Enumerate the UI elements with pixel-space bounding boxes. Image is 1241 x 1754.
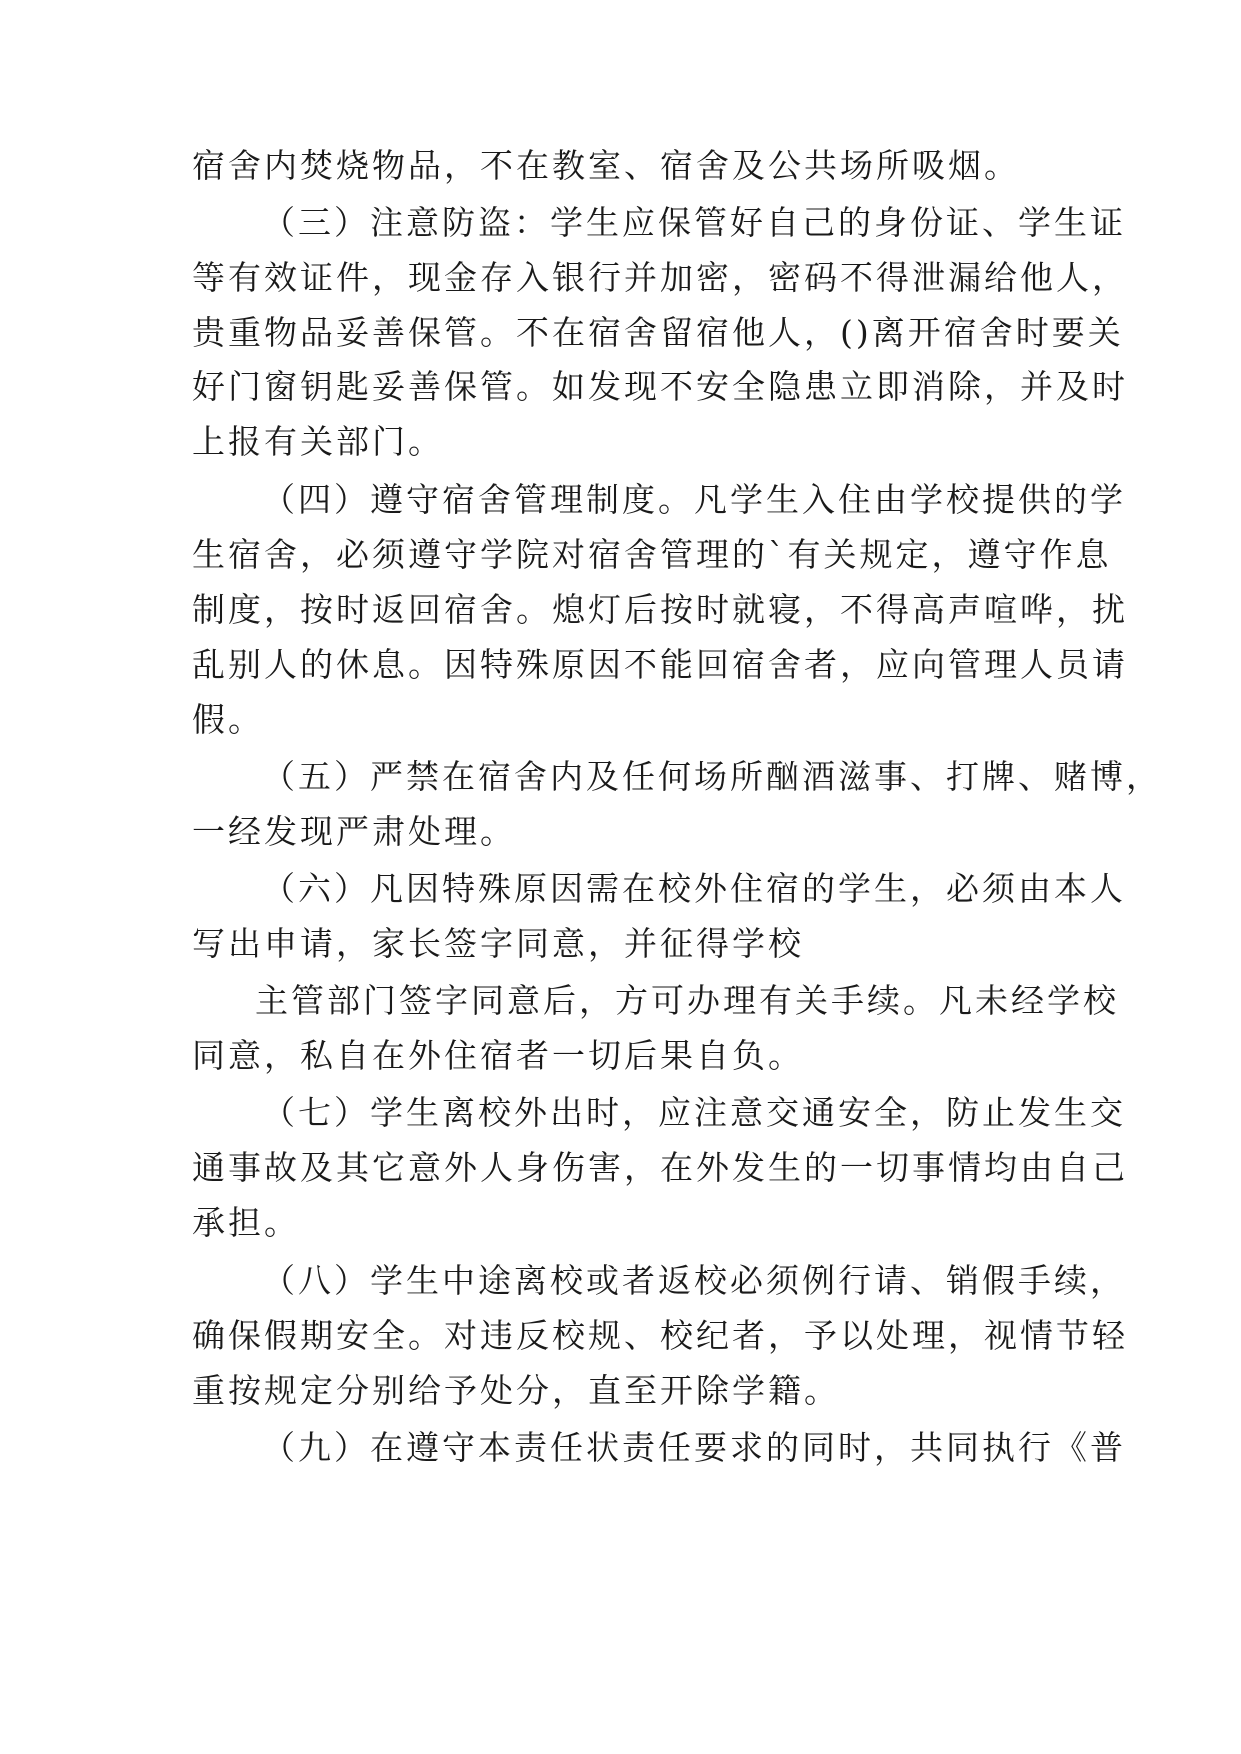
text-line: （四）遵守宿舍管理制度。凡学生入住由学校提供的学 bbox=[262, 480, 1126, 519]
text-line: 通事故及其它意外人身伤害，在外发生的一切事情均由自己 bbox=[192, 1148, 1128, 1187]
text-line: （六）凡因特殊原因需在校外住宿的学生，必须由本人 bbox=[262, 869, 1126, 908]
text-line: （八）学生中途离校或者返校必须例行请、销假手续， bbox=[262, 1261, 1126, 1300]
text-line: 确保假期安全。对违反校规、校纪者，予以处理，视情节轻 bbox=[192, 1316, 1128, 1355]
text-line: 制度，按时返回宿舍。熄灯后按时就寝，不得高声喧哗，扰 bbox=[192, 590, 1128, 629]
text-line: 主管部门签字同意后，方可办理有关手续。凡未经学校 bbox=[255, 981, 1119, 1020]
text-line: 同意，私自在外住宿者一切后果自负。 bbox=[192, 1036, 804, 1075]
text-line: 好门窗钥匙妥善保管。如发现不安全隐患立即消除，并及时 bbox=[192, 367, 1128, 406]
text-line: 上报有关部门。 bbox=[192, 422, 444, 461]
text-line: 承担。 bbox=[192, 1203, 300, 1242]
text-line: 假。 bbox=[192, 700, 264, 739]
text-line: （五）严禁在宿舍内及任何场所酗酒滋事、打牌、赌博， bbox=[262, 757, 1162, 796]
text-line: （九）在遵守本责任状责任要求的同时，共同执行《普 bbox=[262, 1428, 1126, 1467]
text-line: （三）注意防盗：学生应保管好自己的身份证、学生证 bbox=[262, 203, 1126, 242]
text-line: 写出申请，家长签字同意，并征得学校 bbox=[192, 924, 804, 963]
text-line: 乱别人的休息。因特殊原因不能回宿舍者，应向管理人员请 bbox=[192, 645, 1128, 684]
text-line: 重按规定分别给予处分，直至开除学籍。 bbox=[192, 1371, 840, 1410]
text-line: 等有效证件，现金存入银行并加密，密码不得泄漏给他人， bbox=[192, 258, 1128, 297]
text-line: 一经发现严肃处理。 bbox=[192, 812, 516, 851]
text-line: （七）学生离校外出时，应注意交通安全，防止发生交 bbox=[262, 1093, 1126, 1132]
text-line: 贵重物品妥善保管。不在宿舍留宿他人，()离开宿舍时要关 bbox=[192, 313, 1124, 352]
text-line: 生宿舍，必须遵守学院对宿舍管理的`有关规定，遵守作息 bbox=[192, 535, 1112, 574]
text-line: 宿舍内焚烧物品，不在教室、宿舍及公共场所吸烟。 bbox=[192, 146, 1020, 185]
